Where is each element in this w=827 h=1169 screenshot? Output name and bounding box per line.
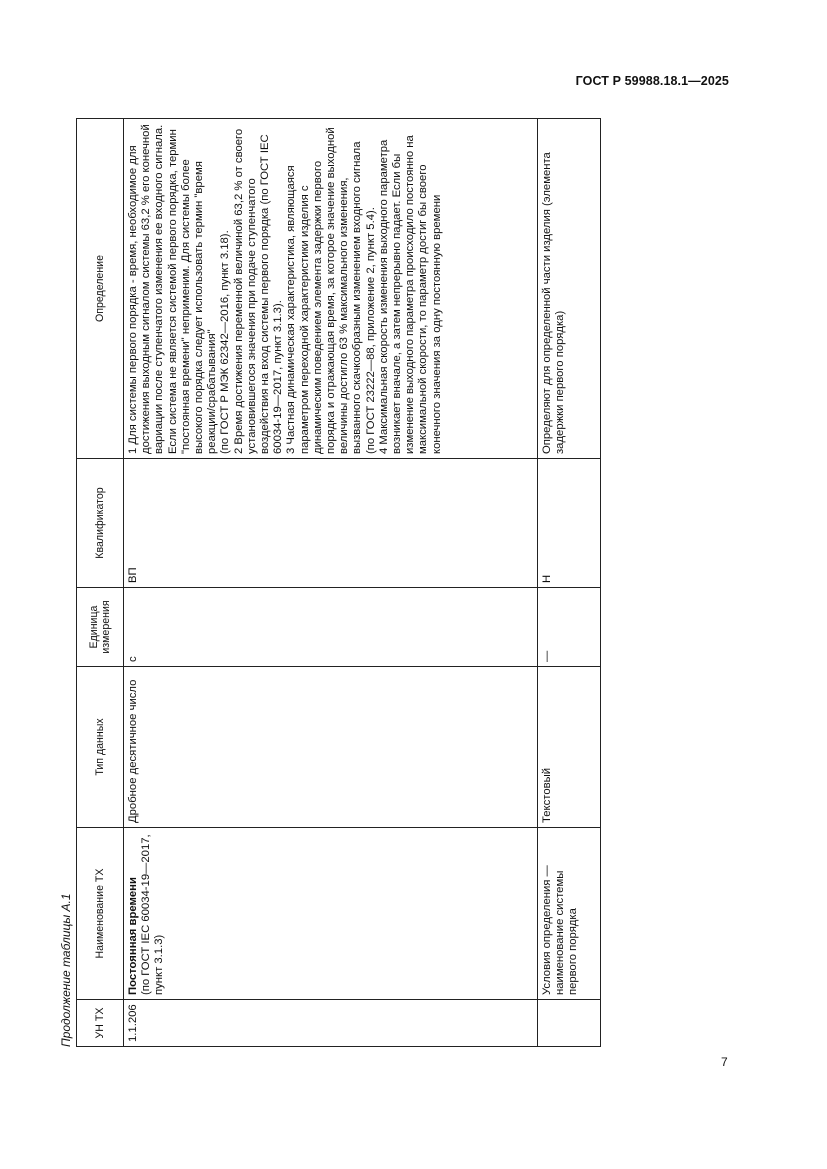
table-caption: Продолжение таблицы А.1 (59, 893, 73, 1047)
row1-unit: с (124, 588, 538, 667)
row2-un (537, 1000, 600, 1047)
header-un: УН ТХ (77, 1000, 124, 1047)
row1-name-term: Постоянная времени (127, 877, 139, 995)
document-code: ГОСТ Р 59988.18.1—2025 (575, 74, 729, 88)
row2-type: Текстовый (537, 667, 600, 828)
row1-def-p3: 3 Частная динамическая характеристика, являющаяся параметром переходной характеристики изделия с динамическим поведением элемента задержки первого порядка и отражающая время, за которое значение выходной величины достигло 63 % максимального изменения, вызванного скачкообразным изменением входного сигнала (285, 127, 364, 454)
row1-name (124, 828, 538, 1000)
row2-unit: — (537, 588, 600, 667)
header-unit (77, 588, 124, 667)
table-row (124, 119, 538, 1047)
header-type: Тип данных (77, 667, 124, 828)
row1-def-p1: 1 Для системы первого порядка - время, необходимое для достижения выходным сигналом системы 63,2 % его конечной вариации после ступенчатого изменения ее входного сигнала. Если система не является системой первого порядка, термин "постоянная времени" неприменим. Для системы более высокого порядка следует использовать термин "время реакции/срабатывания" (127, 124, 219, 454)
header-qualifier: Квалификатор (77, 459, 124, 588)
characteristics-table (76, 118, 601, 1047)
table-row (537, 119, 600, 1047)
header-name: Наименование ТХ (77, 828, 124, 1000)
row1-def-p3-source: (по ГОСТ 23222—88, приложение 2, пункт 5.4). (364, 207, 377, 454)
row1-def-p4: 4 Максимальная скорость изменения выходного параметра возникает вначале, а затем непрерывно падает. Если бы изменение выходного параметра происходило постоянно на максимальной скорости, то параметр достиг бы своего конечного значения за одну постоянную времени (377, 135, 443, 454)
row1-def-p2: 2 Время достижения переменной величиной 63,2 % от своего установившегося значения при подаче ступенчатого воздействия на вход системы первого порядка (по ГОСТ IEC 60034-19—2017, пункт 3.1.3). (232, 128, 285, 454)
row1-type: Дробное десятичное число (124, 667, 538, 828)
row1-un: 1.1.206 (124, 1000, 538, 1047)
header-unit-line1: Единица (88, 605, 100, 649)
row1-name-source: (по ГОСТ IEC 60034-19—2017, пункт 3.1.3) (140, 834, 166, 995)
table-header-row (77, 119, 124, 1047)
rotated-table-area (56, 87, 601, 1047)
row2-qualifier: Н (537, 459, 600, 588)
header-definition: Определение (77, 119, 124, 459)
page-number: 7 (721, 1055, 728, 1069)
row2-definition: Определяют для определенной части изделия (элемента задержки первого порядка) (537, 119, 600, 459)
header-unit-line2: измерения (100, 600, 112, 654)
row1-def-p1-source: (по ГОСТ Р МЭК 62342—2016, пункт 3.18). (219, 230, 232, 454)
row2-name: Условия определения — наименование системы первого порядка (537, 828, 600, 1000)
row1-qualifier: ВП (124, 459, 538, 588)
row1-definition (124, 119, 538, 459)
